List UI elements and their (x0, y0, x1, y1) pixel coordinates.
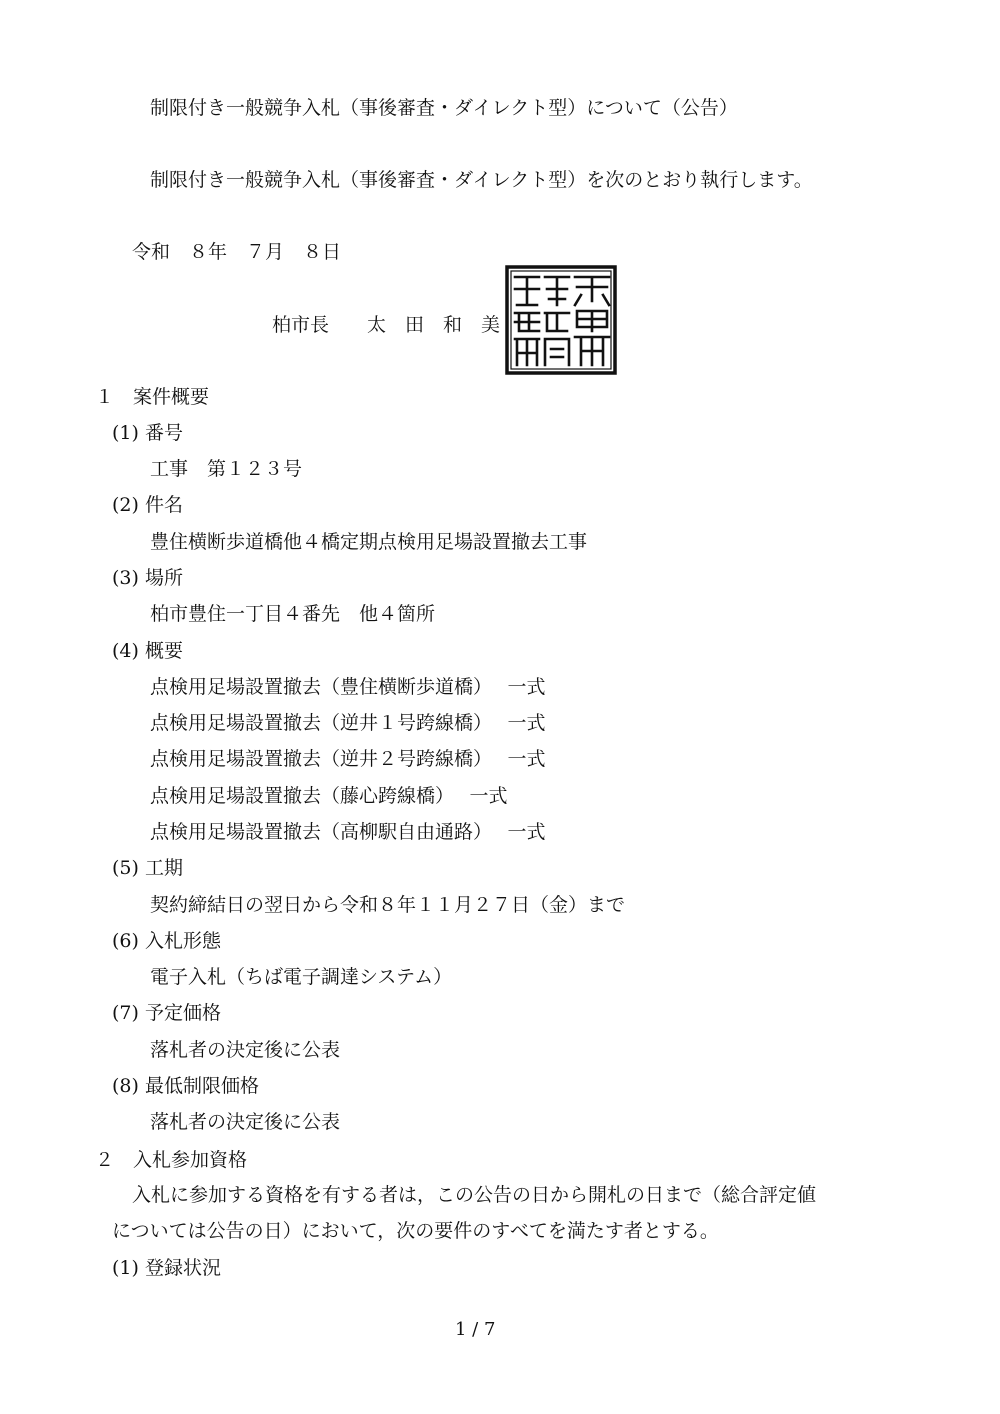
registration-label: (1) 登録状況 (112, 1257, 221, 1279)
section2-heading: ２ 入札参加資格 (95, 1149, 248, 1171)
document-title: 制限付き一般競争入札（事後審査・ダイレクト型）について（公告） (150, 97, 738, 119)
name-value: 豊住横断歩道橋他４橋定期点検用足場設置撤去工事 (150, 531, 588, 553)
official-seal-icon (505, 265, 617, 375)
place-label: (3) 場所 (112, 567, 183, 589)
number-value: 工事 第１２３号 (150, 458, 303, 480)
period-label: (5) 工期 (112, 857, 183, 879)
section1-heading: １ 案件概要 (95, 386, 210, 408)
section2-paragraph-line1: 入札に参加する資格を有する者は，この公告の日から開札の日まで（総合評定値 (132, 1184, 817, 1206)
min-price-label: (8) 最低制限価格 (112, 1075, 259, 1097)
intro-text: 制限付き一般競争入札（事後審査・ダイレクト型）を次のとおり執行します。 (150, 169, 813, 191)
place-value: 柏市豊住一丁目４番先 他４箇所 (150, 603, 436, 625)
min-price-value: 落札者の決定後に公表 (150, 1111, 341, 1133)
number-label: (1) 番号 (112, 422, 183, 444)
planned-price-value: 落札者の決定後に公表 (150, 1039, 341, 1061)
bid-form-value: 電子入札（ちば電子調達システム） (150, 966, 453, 988)
section2-paragraph-line2: については公告の日）において，次の要件のすべてを満たす者とする。 (112, 1220, 719, 1242)
summary-label: (4) 概要 (112, 640, 183, 662)
period-value: 契約締結日の翌日から令和８年１１月２７日（金）まで (150, 894, 626, 916)
issuer-name: 柏市長 太 田 和 美 (272, 314, 501, 336)
bid-form-label: (6) 入札形態 (112, 930, 221, 952)
name-label: (2) 件名 (112, 494, 183, 516)
summary-line: 点検用足場設置撤去（藤心跨線橋） 一式 (150, 785, 508, 807)
page-number: 1 / 7 (455, 1319, 496, 1340)
summary-line: 点検用足場設置撤去（逆井２号跨線橋） 一式 (150, 748, 546, 770)
issue-date: 令和 ８年 ７月 ８日 (132, 241, 342, 263)
summary-line: 点検用足場設置撤去（逆井１号跨線橋） 一式 (150, 712, 546, 734)
planned-price-label: (7) 予定価格 (112, 1002, 221, 1024)
summary-line: 点検用足場設置撤去（高柳駅自由通路） 一式 (150, 821, 546, 843)
summary-line: 点検用足場設置撤去（豊住横断歩道橋） 一式 (150, 676, 546, 698)
